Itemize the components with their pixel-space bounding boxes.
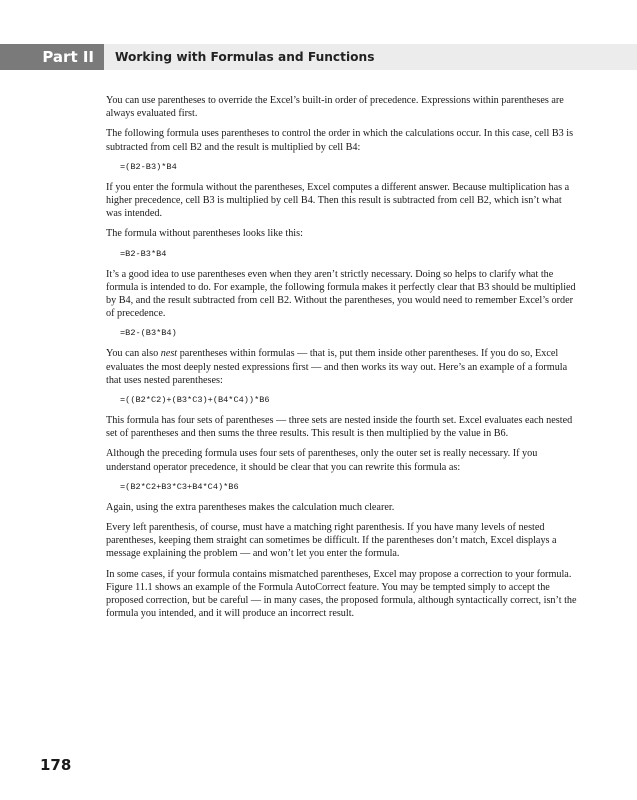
paragraph: You can use parentheses to override the Excel’s built-in order of precedence. Expressions within parentheses are always evaluated first. bbox=[106, 95, 564, 120]
code-formula: =(B2-B3)*B4 bbox=[120, 161, 177, 172]
paragraph: If you enter the formula without the parentheses, Excel computes a different answer. Because multiplication has a higher precedence, cell B3 is multiplied by cell B4. Then this result is subtracted from cell B2, which isn’t what was intended. bbox=[106, 181, 570, 220]
code-formula: =B2-(B3*B4) bbox=[120, 328, 177, 339]
paragraph: This formula has four sets of parentheses — three sets are nested inside the fourth set. Excel evaluates each nested set of parentheses and then sums the three results. This result is then multiplied by the value in B6. bbox=[106, 415, 573, 440]
code-formula: =((B2*C2)+(B3*C3)+(B4*C4))*B6 bbox=[120, 395, 270, 406]
page-body bbox=[106, 94, 578, 627]
text-run: parentheses within formulas — that is, put them inside other parentheses. If you do so, Excel evaluates the most deeply nested expressions first — and then works its way out. Here’s an example of a formula that uses nested parentheses: bbox=[106, 348, 568, 386]
paragraph: Every left parenthesis, of course, must have a matching right parenthesis. If you have many levels of nested parentheses, keeping them straight can sometimes be difficult. If the parentheses don’t match, Excel displays a message explaining the problem — and won’t let you enter the formula. bbox=[106, 522, 557, 560]
page-number: 178 bbox=[40, 756, 72, 774]
part-label: Part II bbox=[0, 44, 104, 70]
text-run: You can also bbox=[106, 348, 161, 360]
paragraph: Although the preceding formula uses four sets of parentheses, only the outer set is really necessary. If you understand operator precedence, it should be clear that you can rewrite this formula as: bbox=[106, 448, 538, 473]
paragraph: In some cases, if your formula contains mismatched parentheses, Excel may propose a correction to your formula. Figure 11.1 shows an example of the Formula AutoCorrect feature. You may be tempted simply to accept the proposed correction, but be careful — in many cases, the proposed formula, although syntactically correct, isn’t the formula you intended, and it will produce an incorrect result. bbox=[106, 568, 577, 620]
code-formula: =B2-B3*B4 bbox=[120, 248, 167, 259]
paragraph: It’s a good idea to use parentheses even when they aren’t strictly necessary. Doing so helps to clarify what the formula is intended to do. For example, the following formula makes it perfectly clear that B3 should be multiplied by B4, and the result subtracted from cell B2. Without the parentheses, you would need to remember Excel’s order of precedence. bbox=[106, 268, 576, 320]
paragraph bbox=[106, 347, 578, 387]
emphasis-text: nest bbox=[160, 348, 178, 360]
paragraph: The formula without parentheses looks like this: bbox=[106, 228, 303, 240]
code-formula: =(B2*C2+B3*C3+B4*C4)*B6 bbox=[120, 481, 239, 492]
chapter-title: Working with Formulas and Functions bbox=[115, 50, 375, 64]
paragraph: Again, using the extra parentheses makes the calculation much clearer. bbox=[106, 501, 395, 513]
paragraph: The following formula uses parentheses to control the order in which the calculations occur. In this case, cell B3 is subtracted from cell B2 and the result is multiplied by cell B4: bbox=[106, 128, 574, 153]
